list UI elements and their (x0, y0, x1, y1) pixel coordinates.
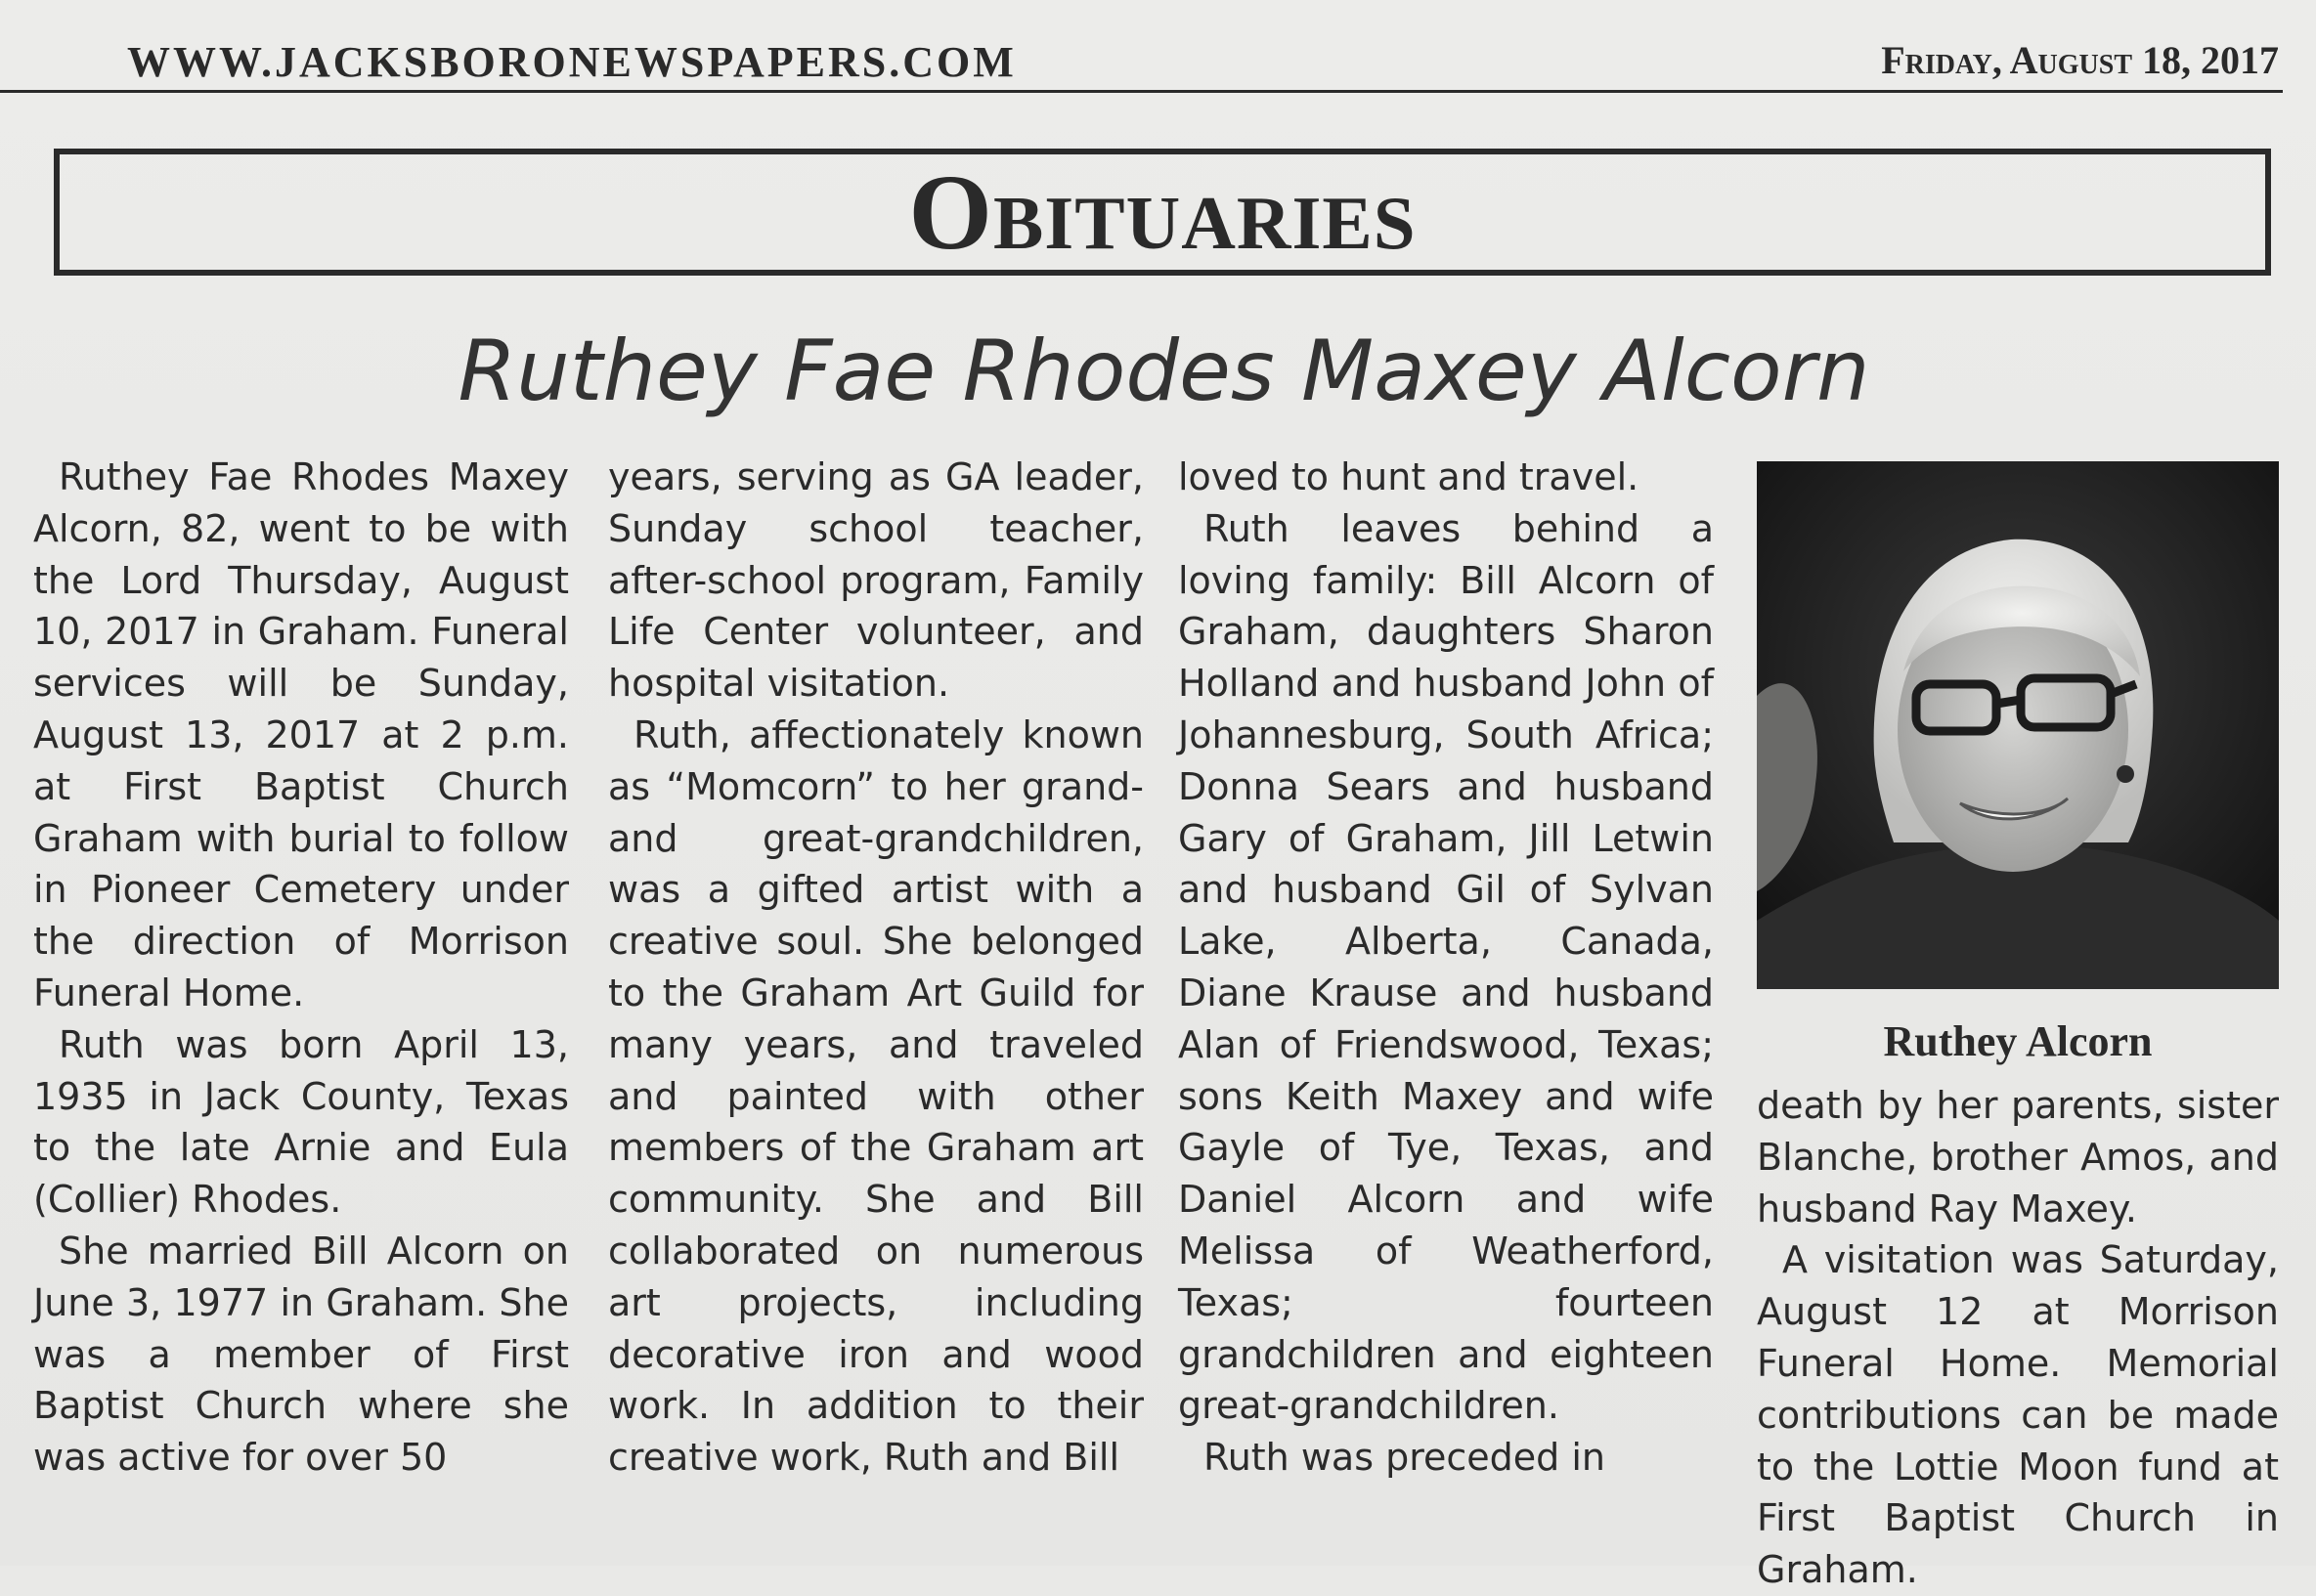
obituary-headline: Ruthey Fae Rhodes Maxey Alcorn (458, 323, 1870, 420)
paragraph: Ruth, affectionately known as “Momcorn” to her grand- and great-grandchildren, was a gifted artist with a creative soul. She belonged to the Graham Art Guild for many years, and traveled and painted with other members of the Graham art community. She and Bill collaborated on numerous art projects, including decorative iron and wood work. In addition to their creative work, Ruth and Bill (608, 712, 1144, 1480)
paragraph: A visitation was Saturday, August 12 at Morrison Funeral Home. Memorial contributions can be made to the Lottie Moon fund at First Baptist Church in Graham. (1757, 1238, 2279, 1592)
section-title: Obituaries (908, 151, 1417, 272)
article-column-1 (33, 452, 569, 1484)
paragraph: death by her parents, sister Blanche, brother Amos, and husband Ray Maxey. (1757, 1084, 2279, 1230)
paragraph: She married Bill Alcorn on June 3, 1977 in Graham. She was a member of First Baptist Church where she was active for over 50 (33, 1229, 569, 1480)
photo-caption: Ruthey Alcorn (1883, 1017, 2153, 1065)
paragraph: loved to hunt and travel. (1178, 455, 1639, 498)
paragraph: years, serving as GA leader, Sunday school teacher, after-school program, Family Life Center volunteer, and hospital visitation. (608, 455, 1144, 706)
paragraph: Ruth was born April 13, 1935 in Jack County, Texas to the late Arnie and Eula (Collier) Rhodes. (33, 1022, 569, 1222)
article-column-2 (608, 452, 1144, 1484)
article-column-3 (1178, 452, 1714, 1484)
paragraph: Ruth was preceded in (1203, 1436, 1605, 1480)
paragraph: Ruth leaves behind a loving family: Bill Alcorn of Graham, daughters Sharon Holland and husband John of Johannesburg, South Africa; Donna Sears and husband Gary of Graham, Jill Letwin and husband Gil of Sylvan Lake, Alberta, Canada, Diane Krause and husband Alan of Friendswood, Texas; sons Keith Maxey and wife Gayle of Tye, Texas, and Daniel Alcorn and wife Melissa of Weatherford, Texas; fourteen grandchildren and eighteen great-grandchildren. (1178, 506, 1714, 1428)
article-column-4 (1757, 1080, 2279, 1596)
section-header-box (54, 149, 2271, 276)
portrait-photo (1757, 461, 2279, 989)
masthead-rule (0, 90, 2283, 93)
masthead-url: WWW.JACKSBORONEWSPAPERS.COM (127, 38, 1017, 86)
portrait-image (1757, 461, 2279, 989)
paragraph: Ruthey Fae Rhodes Maxey Alcorn, 82, went to be with the Lord Thursday, August 10, 2017 in Graham. Funeral services will be Sunday, August 13, 2017 at 2 p.m. at First Baptist Church Graham with burial to follow in Pioneer Cemetery under the direction of Morrison Funeral Home. (33, 455, 569, 1014)
masthead-date: Friday, August 18, 2017 (1881, 38, 2279, 82)
